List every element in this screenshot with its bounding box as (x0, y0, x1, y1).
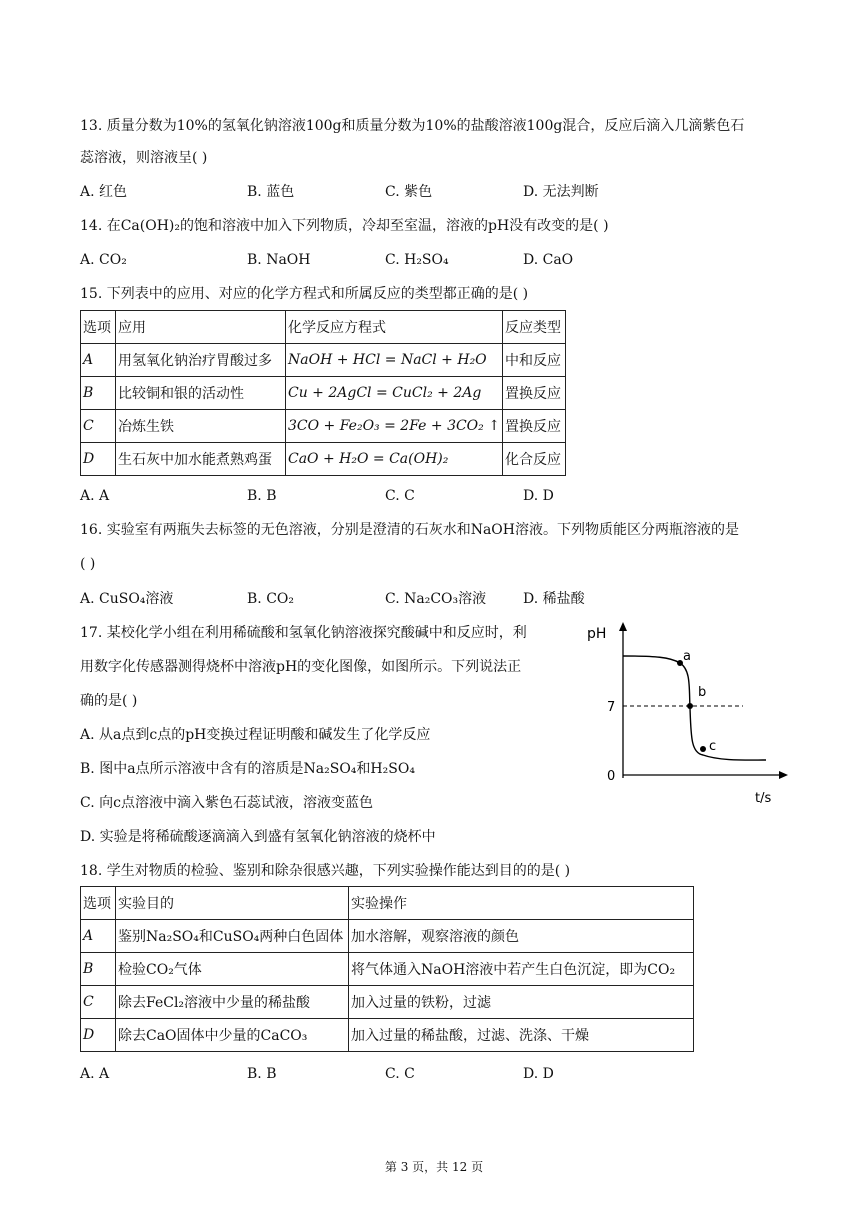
table-header-row (81, 887, 694, 920)
table-cell: 生石灰中加水能煮熟鸡蛋 (116, 443, 286, 476)
q13-option-d: D. 无法判断 (523, 184, 599, 200)
q13-option-a: A. 红色 (80, 184, 128, 200)
table-cell: 化合反应 (502, 443, 565, 476)
q17-stem-line2: 用数字化传感器测得烧杯中溶液pH的变化图像，如图所示。下列说法正 (80, 659, 522, 675)
table-cell: 3CO + Fe₂O₃ = 2Fe + 3CO₂ ↑ (286, 410, 503, 443)
q14-option-b: B. NaOH (247, 252, 311, 268)
table-row (81, 953, 694, 986)
table-header-cell: 反应类型 (502, 311, 565, 344)
q15-table (80, 310, 566, 476)
page-footer: 第 3 页，共 12 页 (384, 1160, 484, 1174)
table-header-cell: 应用 (116, 311, 286, 344)
ph-chart (585, 618, 795, 808)
q18-table (80, 886, 694, 1052)
table-cell: 置换反应 (502, 410, 565, 443)
q13-stem-line2: 蕊溶液，则溶液呈( ) (80, 150, 208, 166)
table-row (81, 920, 694, 953)
table-cell: 加入过量的铁粉，过滤 (349, 986, 694, 1019)
q15-option-d: D. D (523, 488, 554, 504)
point-b-label: b (698, 685, 707, 700)
table-cell: Cu + 2AgCl = CuCl₂ + 2Ag (286, 377, 503, 410)
table-cell: 检验CO₂气体 (116, 953, 349, 986)
table-row (81, 986, 694, 1019)
q15-option-b: B. B (247, 488, 277, 504)
q17-stem-line1: 17. 某校化学小组在利用稀硫酸和氢氧化钠溶液探究酸碱中和反应时，利 (80, 625, 527, 641)
table-cell: 比较铜和银的活动性 (116, 377, 286, 410)
q13-option-c: C. 紫色 (385, 184, 433, 200)
q14-option-d: D. CaO (523, 252, 574, 268)
table-cell: C (81, 986, 116, 1019)
table-header-cell: 实验目的 (116, 887, 349, 920)
q18-option-c: C. C (385, 1066, 415, 1082)
table-cell: A (81, 920, 116, 953)
q16-stem-line2: ( ) (80, 556, 96, 572)
table-cell: 置换反应 (502, 377, 565, 410)
table-header-cell: 实验操作 (349, 887, 694, 920)
q17-option-c: C. 向c点溶液中滴入紫色石蕊试液，溶液变蓝色 (80, 795, 373, 811)
q14-stem: 14. 在Ca(OH)₂的饱和溶液中加入下列物质，冷却至室温，溶液的pH没有改变的是( ) (80, 218, 609, 234)
table-row (81, 344, 566, 377)
q14-option-a: A. CO₂ (80, 252, 127, 268)
q17-option-b: B. 图中a点所示溶液中含有的溶质是Na₂SO₄和H₂SO₄ (80, 761, 415, 777)
point-a-label: a (683, 649, 691, 664)
q16-option-b: B. CO₂ (247, 591, 294, 607)
table-row (81, 1019, 694, 1052)
tick-7-label: 7 (607, 700, 616, 715)
q16-option-a: A. CuSO₄溶液 (80, 591, 174, 607)
table-cell: NaOH + HCl = NaCl + H₂O (286, 344, 503, 377)
y-axis-arrow-icon (619, 622, 627, 631)
q18-option-b: B. B (247, 1066, 277, 1082)
table-header-cell: 化学反应方程式 (286, 311, 503, 344)
q18-option-a: A. A (80, 1066, 110, 1082)
point-b (687, 703, 693, 709)
x-axis-arrow-icon (779, 771, 788, 779)
table-cell: D (81, 1019, 116, 1052)
table-row (81, 377, 566, 410)
table-cell: B (81, 953, 116, 986)
table-cell: CaO + H₂O = Ca(OH)₂ (286, 443, 503, 476)
table-cell: 中和反应 (502, 344, 565, 377)
ph-curve (623, 656, 766, 760)
q15-option-c: C. C (385, 488, 415, 504)
table-cell: 鉴别Na₂SO₄和CuSO₄两种白色固体 (116, 920, 349, 953)
x-axis-label: t/s (755, 791, 772, 806)
q13-option-b: B. 蓝色 (247, 184, 295, 200)
q15-option-a: A. A (80, 488, 110, 504)
q13-stem-line1: 13. 质量分数为10%的氢氧化钠溶液100g和质量分数为10%的盐酸溶液100g混合，反应后滴入几滴紫色石 (80, 118, 745, 134)
q17-option-a: A. 从a点到c点的pH变换过程证明酸和碱发生了化学反应 (80, 727, 431, 743)
table-header-row (81, 311, 566, 344)
q16-stem-line1: 16. 实验室有两瓶失去标签的无色溶液，分别是澄清的石灰水和NaOH溶液。下列物质能区分两瓶溶液的是 (80, 522, 739, 538)
table-cell: 加入过量的稀盐酸，过滤、洗涤、干燥 (349, 1019, 694, 1052)
table-cell: 除去CaO固体中少量的CaCO₃ (116, 1019, 349, 1052)
q16-option-c: C. Na₂CO₃溶液 (385, 591, 487, 607)
q14-option-c: C. H₂SO₄ (385, 252, 449, 268)
q18-option-d: D. D (523, 1066, 554, 1082)
table-cell: A (81, 344, 116, 377)
table-cell: 用氢氧化钠治疗胃酸过多 (116, 344, 286, 377)
point-c (700, 746, 706, 752)
table-cell: D (81, 443, 116, 476)
table-cell: C (81, 410, 116, 443)
table-row (81, 410, 566, 443)
table-cell: 除去FeCl₂溶液中少量的稀盐酸 (116, 986, 349, 1019)
point-c-label: c (709, 739, 717, 754)
q17-stem-line3: 确的是( ) (80, 693, 138, 709)
table-row (81, 443, 566, 476)
q17-option-d: D. 实验是将稀硫酸逐滴滴入到盛有氢氧化钠溶液的烧杯中 (80, 829, 436, 845)
origin-label: 0 (607, 769, 616, 784)
table-cell: B (81, 377, 116, 410)
q15-stem: 15. 下列表中的应用、对应的化学方程式和所属反应的类型都正确的是( ) (80, 286, 529, 302)
table-cell: 冶炼生铁 (116, 410, 286, 443)
y-axis-label: pH (587, 626, 607, 642)
q16-option-d: D. 稀盐酸 (523, 591, 585, 607)
q18-stem: 18. 学生对物质的检验、鉴别和除杂很感兴趣，下列实验操作能达到目的的是( ) (80, 863, 571, 879)
table-header-cell: 选项 (81, 311, 116, 344)
table-cell: 加水溶解，观察溶液的颜色 (349, 920, 694, 953)
table-cell: 将气体通入NaOH溶液中若产生白色沉淀，即为CO₂ (349, 953, 694, 986)
table-header-cell: 选项 (81, 887, 116, 920)
